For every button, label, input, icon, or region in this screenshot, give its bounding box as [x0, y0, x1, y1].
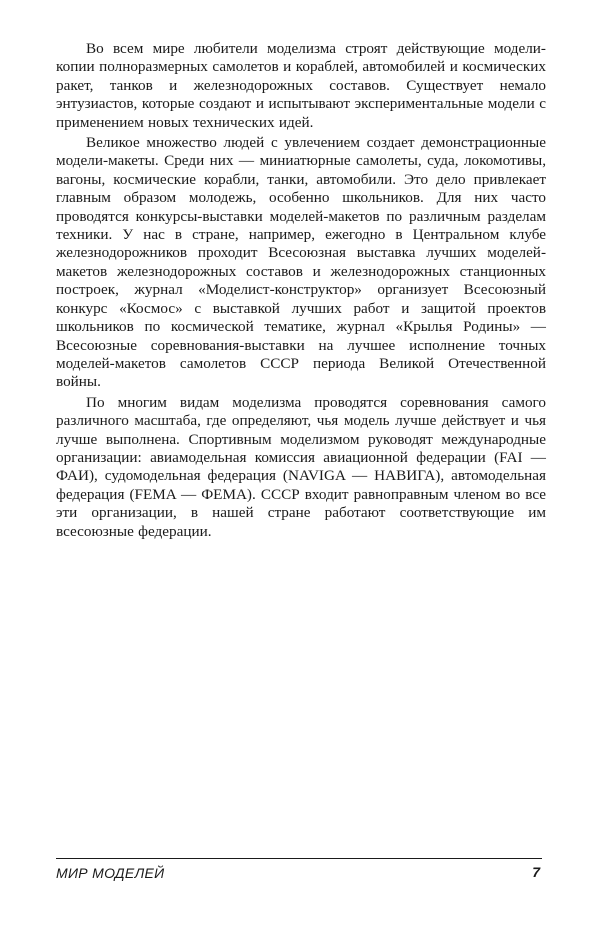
paragraph-3: По многим видам моделизма проводятся соревнования самого различного масштаба, где определяют, чья модель лучше действует и чья лучше выполнена. Спортивным моделизмом руководят международные организации: авиамодельная комиссия авиационной федерации (FAI — ФАИ), судомодельная федерация (NAVIGA — НАВИГА), автомодельная федерация (FEMA — ФЕМА). СССР входит равноправным членом во все эти организации, в нашей стране работают соответствующие им всесоюзные федерации. — [56, 393, 546, 540]
page-number: 7 — [532, 864, 540, 880]
footer-rule — [56, 858, 542, 859]
page-body — [56, 40, 546, 543]
paragraph-2: Великое множество людей с увлечением создает демонстрационные модели-макеты. Среди них — миниатюрные самолеты, суда, локомотивы, вагоны, космические корабли, танки, автомобили. Это дело привлекает главным образом молодежь, особенно школьников. Для них часто проводятся конкурсы-выставки моделей-макетов по различным разделам техники. У нас в стране, например, ежегодно в Центральном клубе железнодорожников проходит Всесоюзная выставка лучших моделей-макетов железнодорожных составов и железнодорожных станционных построек, журнал «Моделист-конструктор» организует Всесоюзный конкурс «Космос» с выставкой лучших работ и защитой проектов школьников по космической тематике, журнал «Крылья Родины» — Всесоюзные соревнования-выставки на лучшее исполнение точных моделей-макетов самолетов СССР периода Великой Отечественной войны. — [56, 134, 546, 391]
running-footer-title: МИР МОДЕЛЕЙ — [56, 865, 165, 881]
paragraph-1: Во всем мире любители моделизма строят действующие модели-копии полноразмерных самолетов и кораблей, автомобилей и космических ракет, танков и железнодорожных составов. Существует немало энтузиастов, которые создают и испытывают экспериментальные модели с применением новых технических идей. — [56, 40, 546, 131]
